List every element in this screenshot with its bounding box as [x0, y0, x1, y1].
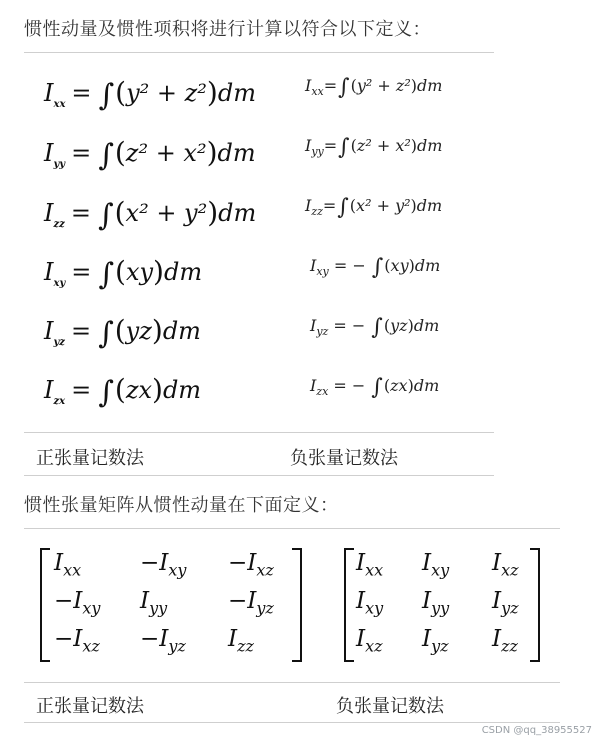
- matrix-cell: [422, 626, 449, 656]
- matrix-positive-notation: [40, 548, 302, 660]
- differential: dm: [162, 376, 202, 404]
- moment-symbol: I: [310, 376, 317, 395]
- matrix-cell-subscript: xy: [168, 560, 187, 580]
- equation-right: [305, 132, 442, 158]
- moment-subscript: xy: [316, 265, 329, 279]
- close-paren: ): [410, 136, 417, 155]
- integrand: z² + x²: [356, 136, 411, 155]
- integral-sign: ∫: [98, 78, 115, 113]
- matrix-cell-subscript: yz: [501, 598, 519, 618]
- integral-sign: ∫: [97, 198, 114, 233]
- differential: dm: [417, 136, 443, 155]
- equals-sign: =: [323, 136, 338, 155]
- integrand: zx: [125, 376, 152, 404]
- integrand: xy: [125, 258, 154, 286]
- close-paren: ): [206, 136, 218, 169]
- integral-sign: ∫: [338, 135, 350, 160]
- moment-subscript: xx: [311, 85, 324, 99]
- moment-subscript: zz: [311, 205, 323, 219]
- matrix-cell-symbol: I: [73, 588, 83, 614]
- matrix-cell: [228, 550, 274, 580]
- moment-subscript: yz: [316, 325, 329, 339]
- moment-subscript: xx: [53, 98, 66, 110]
- integrand: yz: [390, 316, 408, 335]
- equation-left: [44, 312, 201, 351]
- differential: dm: [414, 256, 441, 275]
- caption-positive-notation: 正张量记数法: [36, 448, 144, 469]
- integral-sign: ∫: [337, 195, 349, 220]
- matrix-cell-symbol: I: [54, 550, 64, 576]
- integral-sign: ∫: [371, 315, 383, 340]
- moment-symbol: I: [44, 317, 54, 345]
- minus-sign: −: [352, 256, 371, 275]
- open-paren: (: [115, 255, 126, 288]
- open-paren: (: [350, 136, 357, 155]
- matrix-cell-subscript: xz: [82, 636, 100, 656]
- equals-sign: =: [328, 256, 353, 275]
- matrix-cell-symbol: I: [247, 588, 257, 614]
- divider: [24, 682, 560, 683]
- matrix-cell-subscript: xz: [256, 560, 274, 580]
- equals-sign: =: [323, 76, 338, 95]
- minus-sign: −: [351, 316, 371, 335]
- caption-negative-notation: 负张量记数法: [290, 448, 398, 469]
- moment-subscript: zz: [53, 218, 65, 230]
- matrix-cell-subscript: yy: [431, 598, 450, 618]
- matrix-cell: [422, 588, 449, 618]
- open-paren: (: [349, 196, 357, 215]
- matrix-cell-subscript: zz: [237, 636, 254, 656]
- matrix-cell-symbol: I: [422, 626, 432, 652]
- matrix-cell-symbol: I: [422, 550, 432, 576]
- close-paren: ): [152, 373, 163, 406]
- differential: dm: [217, 79, 256, 107]
- moment-symbol: I: [44, 376, 54, 404]
- close-paren: ): [410, 76, 417, 95]
- close-paren: ): [153, 255, 164, 288]
- matrix-cell-subscript: xy: [365, 598, 384, 618]
- matrix-cell-subscript: xx: [63, 560, 82, 580]
- matrix-cell-symbol: I: [422, 588, 432, 614]
- differential: dm: [417, 76, 443, 95]
- matrix-cell-sign: −: [140, 626, 160, 652]
- divider: [24, 432, 494, 433]
- matrix-cell-subscript: zz: [501, 636, 518, 656]
- section-title-tensor-matrix: 惯性张量矩阵从惯性动量在下面定义：: [24, 495, 339, 516]
- equals-sign: =: [71, 139, 92, 167]
- matrix-cell-symbol: I: [492, 626, 502, 652]
- matrix-cell: [422, 550, 449, 580]
- equation-left: [44, 253, 203, 292]
- matrix-cell: [492, 626, 518, 656]
- moment-symbol: I: [44, 199, 54, 227]
- integrand: x² + y²: [125, 199, 208, 227]
- moment-symbol: I: [305, 196, 312, 215]
- differential: dm: [413, 376, 440, 395]
- divider: [24, 722, 560, 723]
- moment-symbol: I: [44, 258, 54, 286]
- close-paren: ): [151, 314, 163, 347]
- equation-right: [310, 252, 440, 278]
- differential: dm: [217, 139, 256, 167]
- matrix-cell-subscript: xx: [365, 560, 384, 580]
- matrix-cell-symbol: I: [492, 550, 502, 576]
- divider: [24, 528, 560, 529]
- open-paren: (: [115, 76, 127, 109]
- matrix-cell-symbol: I: [159, 550, 169, 576]
- equals-sign: =: [328, 316, 352, 335]
- integrand: zx: [390, 376, 408, 395]
- matrix-cell-symbol: I: [356, 626, 366, 652]
- integrand: xy: [390, 256, 409, 275]
- integral-sign: ∫: [371, 375, 383, 400]
- differential: dm: [218, 199, 257, 227]
- open-paren: (: [383, 316, 391, 335]
- matrix-cell: [228, 626, 254, 656]
- integrand: yz: [125, 317, 152, 345]
- divider: [24, 52, 494, 53]
- equation-left: [44, 74, 256, 113]
- matrix-cell: [54, 626, 100, 656]
- close-paren: ): [207, 196, 219, 229]
- integrand: z² + x²: [125, 139, 207, 167]
- equation-right: [310, 372, 439, 398]
- moment-symbol: I: [44, 139, 54, 167]
- matrix-cell: [140, 588, 167, 618]
- matrix-cell: [140, 626, 186, 656]
- open-paren: (: [384, 256, 391, 275]
- open-paren: (: [114, 314, 126, 347]
- matrix-cell: [140, 550, 186, 580]
- matrix-cell-sign: −: [54, 626, 74, 652]
- integrand: x² + y²: [356, 196, 411, 215]
- equals-sign: =: [71, 258, 92, 286]
- matrix-cell-sign: −: [54, 588, 74, 614]
- integral-sign: ∫: [98, 138, 114, 173]
- watermark: CSDN @qq_38955527: [481, 725, 592, 736]
- open-paren: (: [383, 376, 391, 395]
- matrix-cell-symbol: I: [159, 626, 169, 652]
- matrix-cell-subscript: xy: [431, 560, 450, 580]
- integrand: y² + z²: [126, 79, 207, 107]
- moment-subscript: yz: [53, 336, 65, 348]
- left-bracket: [344, 548, 354, 662]
- open-paren: (: [114, 196, 126, 229]
- matrix-cell: [54, 588, 100, 618]
- matrix-cell: [54, 550, 81, 580]
- equals-sign: =: [328, 376, 352, 395]
- matrix-cell: [356, 626, 383, 656]
- matrix-cell-subscript: yz: [256, 598, 274, 618]
- right-bracket: [530, 548, 540, 662]
- close-paren: ): [408, 256, 415, 275]
- equation-right: [310, 312, 439, 338]
- equation-right: [305, 72, 442, 98]
- matrix-negative-notation: [344, 548, 540, 660]
- equation-left: [44, 194, 257, 233]
- equals-sign: =: [71, 376, 92, 404]
- open-paren: (: [350, 76, 357, 95]
- moment-symbol: I: [310, 316, 317, 335]
- moment-symbol: I: [305, 136, 312, 155]
- matrix-cell-subscript: yz: [168, 636, 186, 656]
- caption-positive-notation-matrix: 正张量记数法: [36, 696, 144, 717]
- integral-sign: ∫: [338, 75, 350, 100]
- matrix-cell-subscript: xy: [82, 598, 101, 618]
- close-paren: ): [407, 316, 414, 335]
- matrix-cell-symbol: I: [73, 626, 83, 652]
- matrix-cell: [356, 588, 383, 618]
- matrix-cell: [492, 550, 519, 580]
- equals-sign: =: [70, 317, 92, 345]
- matrix-cell-symbol: I: [356, 588, 366, 614]
- open-paren: (: [114, 373, 126, 406]
- matrix-cell: [492, 588, 519, 618]
- equals-sign: =: [322, 196, 337, 215]
- matrix-cell-sign: −: [228, 550, 248, 576]
- differential: dm: [162, 317, 201, 345]
- divider: [24, 475, 494, 476]
- differential: dm: [413, 316, 440, 335]
- caption-negative-notation-matrix: 负张量记数法: [336, 696, 444, 717]
- open-paren: (: [114, 136, 126, 169]
- minus-sign: −: [351, 376, 371, 395]
- right-bracket: [292, 548, 302, 662]
- equation-left: [44, 134, 256, 173]
- moment-subscript: xy: [53, 277, 66, 289]
- matrix-cell-subscript: yy: [149, 598, 168, 618]
- close-paren: ): [407, 376, 414, 395]
- differential: dm: [416, 196, 443, 215]
- matrix-cell-subscript: xz: [501, 560, 519, 580]
- moment-subscript: zx: [53, 395, 66, 407]
- left-bracket: [40, 548, 50, 662]
- matrix-cell-symbol: I: [247, 550, 257, 576]
- matrix-cell-symbol: I: [228, 626, 238, 652]
- equals-sign: =: [70, 199, 91, 227]
- matrix-cell-sign: −: [228, 588, 248, 614]
- matrix-cell-symbol: I: [492, 588, 502, 614]
- equation-left: [44, 371, 202, 410]
- integrand: y² + z²: [356, 76, 411, 95]
- moment-symbol: I: [305, 76, 312, 95]
- moment-symbol: I: [310, 256, 317, 275]
- equals-sign: =: [71, 79, 92, 107]
- moment-subscript: zx: [316, 385, 329, 399]
- matrix-cell: [228, 588, 274, 618]
- close-paren: ): [206, 76, 218, 109]
- section-title-definitions: 惯性动量及惯性项积将进行计算以符合以下定义：: [24, 19, 431, 40]
- moment-subscript: yy: [311, 145, 324, 159]
- matrix-cell-subscript: yz: [431, 636, 449, 656]
- integral-sign: ∫: [371, 255, 384, 280]
- matrix-cell-symbol: I: [140, 588, 150, 614]
- matrix-cell-subscript: xz: [365, 636, 383, 656]
- equation-right: [305, 192, 442, 218]
- integral-sign: ∫: [98, 316, 114, 351]
- close-paren: ): [410, 196, 417, 215]
- integral-sign: ∫: [98, 257, 115, 292]
- matrix-cell: [356, 550, 383, 580]
- matrix-cell-symbol: I: [356, 550, 366, 576]
- integral-sign: ∫: [98, 375, 114, 410]
- moment-subscript: yy: [53, 158, 66, 170]
- differential: dm: [163, 258, 203, 286]
- matrix-cell-sign: −: [140, 550, 160, 576]
- moment-symbol: I: [44, 79, 54, 107]
